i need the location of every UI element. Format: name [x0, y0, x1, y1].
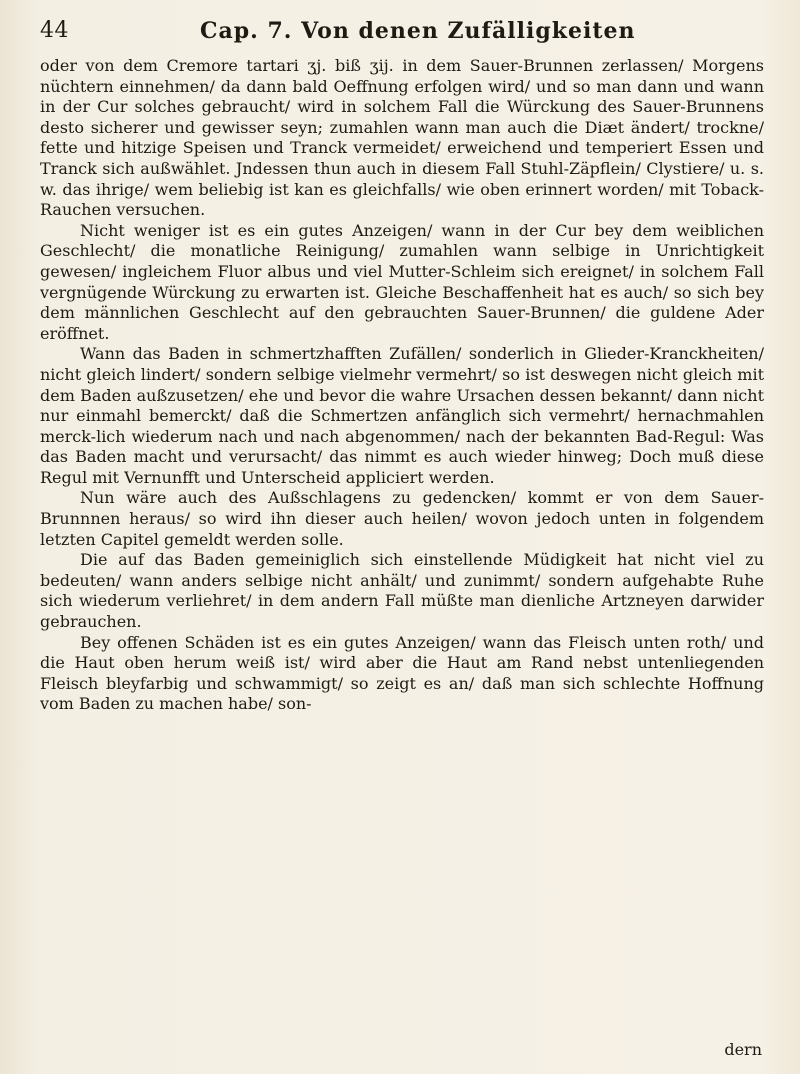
paragraph-5: Die auf das Baden gemeiniglich sich einstellende Müdigkeit hat nicht viel zu bedeuten/ wann anders selbige nicht anhält/ und zunimmt/ sondern aufgehabte Ruhe sich wiederum verliehret/ in dem andern Fall müßte man dienliche Artzneyen darwider gebrauchen. — [40, 550, 764, 632]
page-number: 44 — [40, 18, 69, 43]
running-title: Cap. 7. Von denen Zufälligkeiten — [200, 18, 636, 44]
paragraph-3: Wann das Baden in schmertzhafften Zufällen/ sonderlich in Glieder-Kranckheiten/ nicht gleich lindert/ sondern selbige vielmehr vermehrt/ so ist deswegen nicht gleich mit dem Baden außzusetzen/ ehe und bevor die wahre Ursachen dessen bekannt/ dann nicht nur einmahl bemerckt/ daß die Schmertzen anfänglich sich vermehrt/ hernachmahlen merck-lich wiederum nach und nach abgenommen/ nach der bekannten Bad-Regul: Was das Baden macht und verursacht/ das nimmt es auch wieder hinweg; Doch muß diese Regul mit Vernunfft und Unterscheid appliciert werden. — [40, 344, 764, 487]
catchword: dern — [724, 1040, 762, 1059]
paragraph-6: Bey offenen Schäden ist es ein gutes Anzeigen/ wann das Fleisch unten roth/ und die Haut oben herum weiß ist/ wird aber die Haut am Rand nebst untenliegenden Fleisch bleyfarbig und schwammigt/ so zeigt es an/ daß man sich schlechte Hoffnung vom Baden zu machen habe/ son- — [40, 632, 764, 714]
page-header — [30, 18, 730, 44]
body-text — [40, 56, 764, 715]
paragraph-2: Nicht weniger ist es ein gutes Anzeigen/ wann in der Cur bey dem weiblichen Geschlecht/ die monatliche Reinigung/ zumahlen wann selbige in Unrichtigkeit gewesen/ ingleichem Fluor albus und viel Mutter-Schleim sich ereignet/ in solchem Fall vergnügende Würckung zu erwarten ist. Gleiche Beschaffenheit hat es auch/ so sich bey dem männlichen Geschlecht auf den gebrauchten Sauer-Brunnen/ die guldene Ader eröffnet. — [40, 220, 764, 343]
paragraph-1: oder von dem Cremore tartari ʒj. biß ʒij. in dem Sauer-Brunnen zerlassen/ Morgens nüchtern einnehmen/ da dann bald Oeffnung erfolgen wird/ und so man dann und wann in der Cur solches gebraucht/ wird in solchem Fall die Würckung des Sauer-Brunnens desto sicherer und gewisser seyn; zumahlen wann man auch die Diæt ändert/ trockne/ fette und hitzige Speisen und Tranck vermeidet/ erweichend und temperiert Essen und Tranck sich außwählet. Jndessen thun auch in diesem Fall Stuhl-Zäpflein/ Clystiere/ u. s. w. das ihrige/ wem beliebig ist kan es gleichfalls/ wie oben erinnert worden/ mit Toback-Rauchen versuchen. — [40, 56, 764, 220]
paragraph-4: Nun wäre auch des Außschlagens zu gedencken/ kommt er von dem Sauer-Brunnnen heraus/ so wird ihn dieser auch heilen/ wovon jedoch unten in folgendem letzten Capitel gemeldt werden solle. — [40, 488, 764, 549]
